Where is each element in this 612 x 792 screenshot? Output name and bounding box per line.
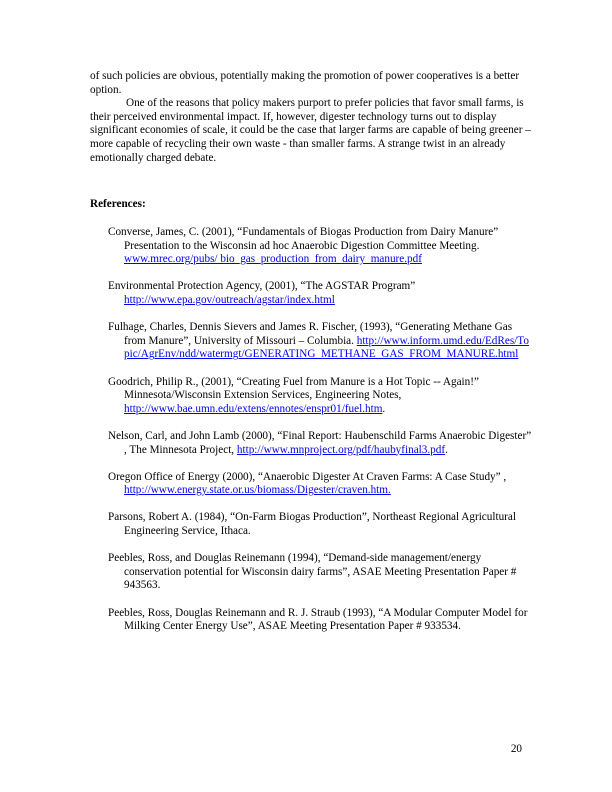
reference-text: Goodrich, Philip R., (2001), “Creating Fuel from Manure is a Hot Topic -- Again!” Minnesota/Wisconsin Extension Services, Engineering Notes, — [108, 375, 479, 402]
reference-text: Fulhage, Charles, Dennis Sievers and James R. Fischer, (1993), “Generating Methane Gas from Manure”, University of Missouri – Columbia. — [108, 321, 513, 347]
reference-text: Peebles, Ross, and Douglas Reinemann (1994), “Demand-side management/energy conservation potential for Wisconsin dairy farms”, ASAE Meeting Presentation Paper # 943563. — [108, 552, 517, 592]
reference-link[interactable]: http://www.inform.umd.edu/EdRes/Topic/AgrEnv/ndd/watermgt/GENERATING_METHANE_GAS_FROM_MANURE.html — [124, 334, 529, 361]
reference-item — [108, 226, 534, 267]
reference-link[interactable]: www.mrec.org/pubs/ bio_gas_production_from_dairy_manure.pdf — [124, 253, 422, 266]
reference-link[interactable]: http://www.epa.gov/outreach/agstar/index.html — [124, 293, 335, 306]
reference-text: Oregon Office of Energy (2000), “Anaerobic Digester At Craven Farms: A Case Study” , — [108, 470, 507, 483]
reference-item — [108, 430, 534, 457]
reference-item — [108, 552, 534, 593]
reference-item — [108, 321, 534, 362]
page-number: 20 — [510, 743, 522, 755]
reference-link[interactable]: http://www.mnproject.org/pdf/haubyfinal3.pdf — [236, 443, 446, 456]
references-heading: References: — [90, 198, 146, 210]
body-text — [90, 70, 534, 165]
paragraph-continuation: of such policies are obvious, potentially making the promotion of power cooperatives is a better option. — [90, 70, 520, 96]
reference-link[interactable]: http://www.energy.state.or.us/biomass/Digester/craven.htm. — [124, 484, 391, 497]
reference-item — [108, 471, 534, 498]
reference-trailing: . — [445, 443, 448, 456]
reference-item — [108, 511, 534, 538]
reference-text: Peebles, Ross, Douglas Reinemann and R. J. Straub (1993), “A Modular Computer Model for Milking Center Energy Use”, ASAE Meeting Presentation Paper # 933534. — [108, 606, 528, 633]
reference-item — [108, 376, 534, 417]
reference-text: Environmental Protection Agency, (2001), “The AGSTAR Program” — [108, 280, 416, 293]
reference-item — [108, 280, 534, 307]
references-list — [108, 226, 534, 647]
reference-trailing: . — [382, 402, 386, 415]
paragraph-environmental-impact: One of the reasons that policy makers purport to prefer policies that favor small farms, is their perceived environmental impact. If, however, digester technology turns out to display significant economies of scale, it could be the case that larger farms are capable of being greener – more capable of recycling their own waste - than smaller farms. A strange twist in an already emotionally charged debate. — [90, 97, 531, 164]
reference-item — [108, 607, 534, 634]
reference-text: Nelson, Carl, and John Lamb (2000), “Final Report: Haubenschild Farms Anaerobic Digester” , The Minnesota Project, — [108, 429, 532, 456]
reference-text: Parsons, Robert A. (1984), “On-Farm Biogas Production”, Northeast Regional Agricultural Engineering Service, Ithaca. — [108, 511, 516, 538]
reference-text: Converse, James, C. (2001), “Fundamentals of Biogas Production from Dairy Manure” Presentation to the Wisconsin ad hoc Anaerobic Digestion Committee Meeting. — [108, 226, 499, 252]
reference-link[interactable]: http://www.bae.umn.edu/extens/ennotes/enspr01/fuel.htm — [124, 402, 383, 415]
